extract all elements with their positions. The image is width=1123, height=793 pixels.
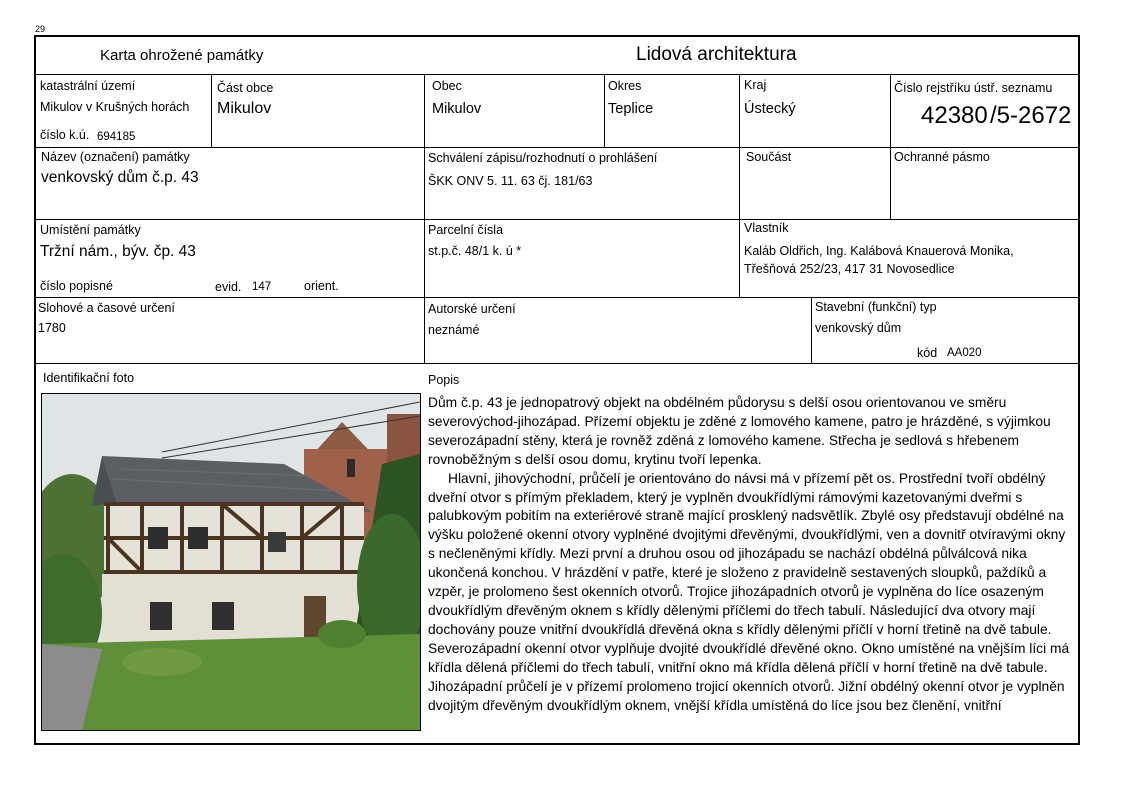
type-value: venkovský dům (815, 321, 902, 335)
placement-value: Tržní nám., býv. čp. 43 (40, 243, 196, 260)
owner-line-2: Třešňová 252/23, 417 31 Novosedlice (744, 262, 955, 276)
owner-label: Vlastník (744, 221, 789, 235)
category-title: Lidová architektura (636, 44, 797, 65)
evid-value: 147 (252, 281, 272, 293)
parcel-label: Parcelní čísla (428, 223, 504, 237)
evid-label: evid. (215, 280, 242, 294)
ku-value: 694185 (97, 131, 136, 143)
zone-label: Ochranné pásmo (894, 150, 990, 164)
house-photo-illustration (42, 394, 420, 730)
rule-v-region (739, 74, 740, 297)
cadastral-label: katastrální území (40, 79, 136, 93)
rule-row3 (35, 297, 1080, 298)
identification-photo (41, 393, 421, 731)
district-value: Teplice (608, 101, 654, 117)
owner-line-1: Kaláb Oldřich, Ing. Kalábová Knauerová Monika, (744, 244, 1014, 258)
approval-value: ŠKK ONV 5. 11. 63 čj. 181/63 (428, 174, 593, 188)
rule-header (35, 74, 1080, 75)
cadastral-value: Mikulov v Krušných horách (40, 100, 190, 114)
rule-v-main (424, 74, 425, 363)
placement-label: Umístění památky (40, 223, 141, 237)
register-value-b: /5-2672 (990, 102, 1072, 129)
author-value: neznámé (428, 323, 480, 337)
register-value-a: 42380 (921, 102, 988, 129)
rule-row1 (35, 147, 1080, 148)
district-label: Okres (608, 79, 642, 93)
name-label: Název (označení) památky (41, 150, 190, 164)
photo-label: Identifikační foto (43, 371, 135, 385)
author-label: Autorské určení (428, 302, 516, 316)
rule-row4 (35, 363, 1080, 364)
description-paragraph-2: Hlavní, jihovýchodní, průčelí je orientováno do návsi má v přízemí pět os. Prostřední tvoří obdélný dveřní otvor s přímým překladem, který je vyplněn dvoukřídlými rámovými kazetovanými dveřmi s palubkovým pobitím na exteriérové straně mající prosklený nadsvětlík. Zbylé osy představují obdélné na výšku položené okenní otvory vyplněné dvojitými dřevěnými, dvoukřídlými, ven a dovnitř otvíravými okny s nečleněnými křídly. Mezi první a druhou osou od jihozápadu se nachází obdélná půlválcová nika ukončená konchou. V hrázdění v patře, které je složeno z pravidelně sestavených sloupků, paždíků a vzpěr, je prolomeno šest okenních otvorů. Trojice jihozápadních otvorů je vyplněna do líce osazeným dvoukřídlým dřevěným oknem s křídly dělenými příčlemi do třech tabulí. Následující dva otvory mají dochovány pouze vnitřní dvoukřídlá dřevěná okna s křídly dělenými příčlí v horní třetině na dvě tabule. Severozápadní okenní otvor vyplňuje dvojité dvoukřídlé dřevěné okno. Okno umístěné na vnějším líci má křídla dělená příčlemi do třech tabulí, vnitřní okno má křídla dělená příčlí v horní třetině na dvě tabule. Jihozápadní průčelí je v přízemí prolomeno trojicí okenních otvorů. Jižní obdélný okenní otvor je vyplněn dvojitým dřevěným dvoukřídlým oknem, vnější křídla umístěná do líce jsou bez členění, vnitřní (428, 470, 1070, 713)
parcel-value: st.p.č. 48/1 k. ú * (428, 244, 522, 258)
rule-v-part (211, 74, 212, 147)
part-label: Část obce (217, 81, 274, 95)
style-label: Slohové a časové určení (38, 301, 175, 315)
municipality-value: Mikulov (432, 101, 482, 117)
name-value: venkovský dům č.p. 43 (41, 169, 199, 186)
code-value: AA020 (947, 347, 982, 359)
register-label: Číslo rejstříku ústř. seznamu (894, 81, 1053, 95)
rule-v-type (811, 297, 812, 363)
type-label: Stavební (funkční) typ (815, 300, 937, 314)
approval-label: Schválení zápisu/rozhodnutí o prohlášení (428, 151, 658, 165)
part-of-label: Součást (746, 150, 792, 164)
region-value: Ústecký (744, 101, 796, 117)
code-label: kód (917, 346, 938, 360)
house-no-label: číslo popisné (40, 279, 113, 293)
page-number: 29 (35, 24, 46, 34)
description-label: Popis (428, 373, 460, 387)
region-label: Kraj (744, 78, 767, 92)
ku-label: číslo k.ú. (40, 128, 90, 142)
style-value: 1780 (38, 321, 66, 335)
orient-label: orient. (304, 279, 339, 293)
description-paragraph-1: Dům č.p. 43 je jednopatrový objekt na obdélném půdorysu s delší osou orientovanou ve směru severovýchod-jihozápad. Přízemí objektu je zděné z lomového kamene, patro je hrázděné, s výjimkou severozápadní stěny, která je rovněž zděná z lomového kamene. Střecha je sedlová s hřebenem rovnoběžným s delší osou domu, krytinu tvoří lepenka. (428, 395, 1051, 467)
part-value: Mikulov (217, 100, 272, 117)
municipality-label: Obec (432, 79, 462, 93)
rule-row2 (35, 219, 1080, 220)
rule-v-district (604, 74, 605, 147)
card-title: Karta ohrožené památky (100, 47, 264, 64)
description-text (428, 394, 1073, 736)
rule-v-register (890, 74, 891, 219)
